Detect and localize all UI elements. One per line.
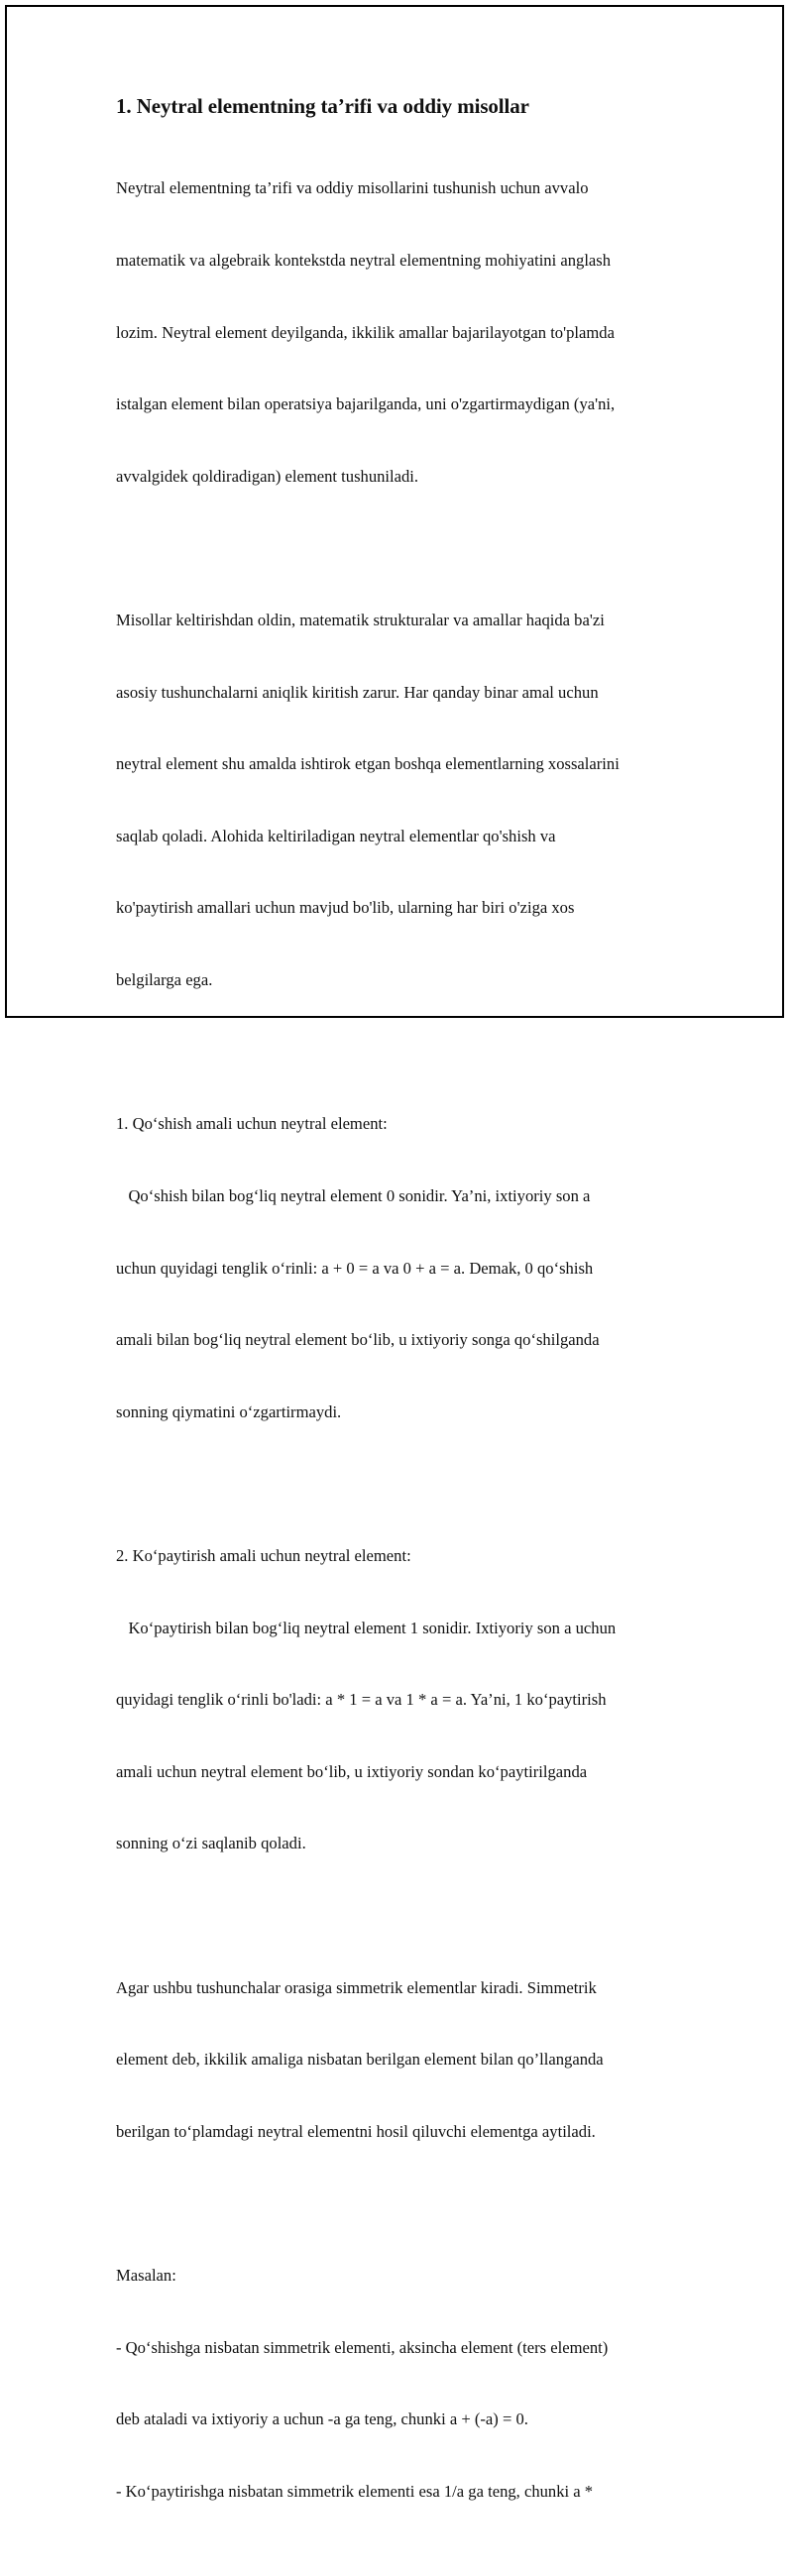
text-line: istalgan element bilan operatsiya bajarilganda, uni o'zgartirmaydigan (ya'ni, [116, 394, 616, 414]
text-line: Ko‘paytirish bilan bog‘liq neytral element 1 sonidir. Ixtiyoriy son a uchun [116, 1618, 617, 1637]
text-line: 2. Ko‘paytirish amali uchun neytral element: [116, 1545, 411, 1565]
paragraph-structures [116, 561, 696, 1041]
paragraph-addition [116, 1064, 696, 1472]
text-line: amali uchun neytral element bo‘lib, u ixtiyoriy sondan ko‘paytirilganda [116, 1761, 588, 1781]
paragraph-multiplication [116, 1497, 696, 1904]
text-line: quyidagi tenglik o‘rinli bo'ladi: a * 1 = a va 1 * a = a. Ya’ni, 1 ko‘paytirish [116, 1690, 607, 1710]
text-line: belgilarga ega. [116, 970, 213, 990]
document-title: 1. Neytral elementning ta’rifi va oddiy misollar [116, 94, 529, 118]
text-line: matematik va algebraik kontekstda neytral elementning mohiyatini anglash [116, 251, 612, 271]
text-line: Misollar keltirishdan oldin, matematik strukturalar va amallar haqida ba'zi [116, 611, 605, 630]
paragraph-definition [116, 129, 696, 536]
text-line: avvalgidek qoldiradigan) element tushuniladi. [116, 466, 419, 486]
text-line: sonning qiymatini o‘zgartirmaydi. [116, 1401, 342, 1421]
text-line: Agar ushbu tushunchalar orasiga simmetrik elementlar kiradi. Simmetrik [116, 1977, 597, 1997]
text-line: amali bilan bog‘liq neytral element bo‘lib, u ixtiyoriy songa qo‘shilganda [116, 1330, 600, 1350]
text-line: deb ataladi va ixtiyoriy a uchun -a ga teng, chunki a + (-a) = 0. [116, 2409, 528, 2429]
text-line: ko'paytirish amallari uchun mavjud bo'lib, ularning har biri o'ziga xos [116, 898, 575, 918]
text-line: berilgan to‘plamdagi neytral elementni hosil qiluvchi elementga aytiladi. [116, 2121, 596, 2141]
paragraph-symmetric [116, 1928, 696, 2191]
text-line: Neytral elementning ta’rifi va oddiy misollarini tushunish uchun avvalo [116, 178, 589, 198]
text-line: Masalan: [116, 2266, 176, 2285]
text-line: asosiy tushunchalarni aniqlik kiritish zarur. Har qanday binar amal uchun [116, 682, 599, 702]
text-line: 1. Qo‘shish amali uchun neytral element: [116, 1114, 388, 1134]
paragraph-examples [116, 2216, 696, 2552]
text-line: - Qo‘shishga nisbatan simmetrik elementi, aksincha element (ters element) [116, 2337, 609, 2357]
text-line: lozim. Neytral element deyilganda, ikkilik amallar bajarilayotgan to'plamda [116, 322, 615, 342]
text-line: element deb, ikkilik amaliga nisbatan berilgan element bilan qo’llanganda [116, 2050, 604, 2070]
document-body [116, 93, 696, 2576]
text-line: saqlab qoladi. Alohida keltiriladigan neytral elementlar qo'shish va [116, 826, 556, 845]
text-line: sonning o‘zi saqlanib qoladi. [116, 1834, 306, 1853]
text-line: uchun quyidagi tenglik o‘rinli: a + 0 = a va 0 + a = a. Demak, 0 qo‘shish [116, 1258, 594, 1278]
text-line: neytral element shu amalda ishtirok etgan boshqa elementlarning xossalarini [116, 754, 620, 774]
text-line: Qo‘shish bilan bog‘liq neytral element 0 sonidir. Ya’ni, ixtiyoriy son a [116, 1185, 591, 1205]
text-line: - Ko‘paytirishga nisbatan simmetrik elementi esa 1/a ga teng, chunki a * [116, 2481, 594, 2501]
